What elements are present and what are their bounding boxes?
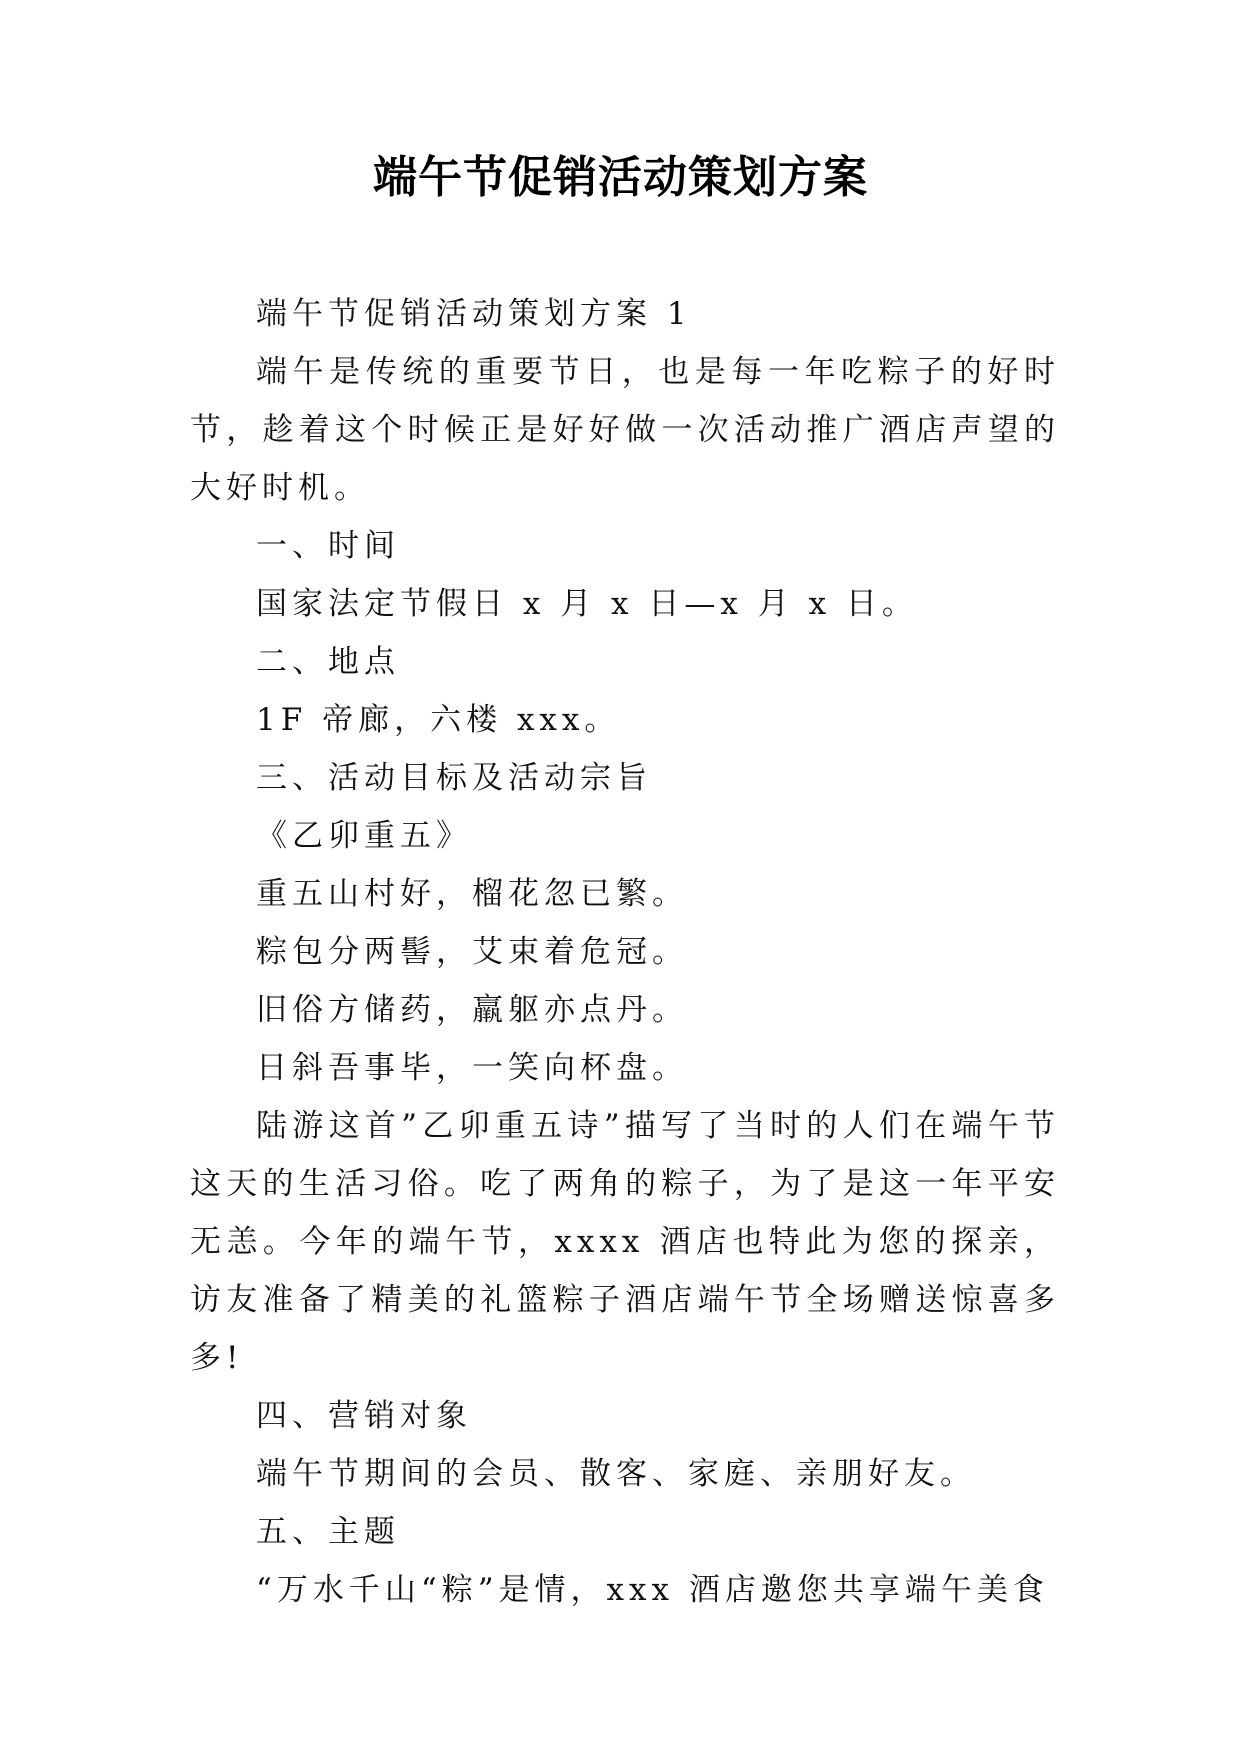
theme-detail: “万水千山“粽”是情，xxx 酒店邀您共享端午美食 — [256, 1572, 1049, 1608]
heading-location: 二、地点 — [256, 644, 400, 680]
poem-description-paragraph: 陆游这首”乙卯重五诗”描写了当时的人们在端午节这天的生活习俗。吃了两角的粽子，为了是这一年平安无恙。今年的端午节，xxxx 酒店也特此为您的探亲，访友准备了精美的礼篮粽子酒店端午节全场赠送惊喜多多! — [190, 1108, 1060, 1376]
poem-line: 旧俗方储药，羸躯亦点丹。 — [256, 992, 688, 1028]
poem-line: 日斜吾事毕，一笑向杯盘。 — [256, 1050, 688, 1086]
time-detail: 国家法定节假日 x 月 x 日—x 月 x 日。 — [256, 586, 918, 622]
heading-time: 一、时间 — [256, 528, 400, 564]
heading-audience: 四、营销对象 — [256, 1398, 472, 1434]
heading-theme: 五、主题 — [256, 1514, 400, 1550]
heading-goals: 三、活动目标及活动宗旨 — [256, 760, 652, 796]
location-detail: 1F 帝廊，六楼 xxx。 — [256, 702, 621, 738]
poem-line: 重五山村好，榴花忽已繁。 — [256, 876, 688, 912]
document-title: 端午节促销活动策划方案 — [373, 152, 868, 203]
poem-title: 《乙卯重五》 — [256, 818, 472, 854]
poem-line: 粽包分两髻，艾束着危冠。 — [256, 934, 688, 970]
audience-detail: 端午节期间的会员、散客、家庭、亲朋好友。 — [256, 1456, 976, 1492]
section-heading: 端午节促销活动策划方案 1 — [256, 296, 692, 332]
intro-paragraph: 端午是传统的重要节日，也是每一年吃粽子的好时节，趁着这个时候正是好好做一次活动推广酒店声望的大好时机。 — [190, 354, 1060, 506]
document-body — [190, 285, 1060, 1619]
